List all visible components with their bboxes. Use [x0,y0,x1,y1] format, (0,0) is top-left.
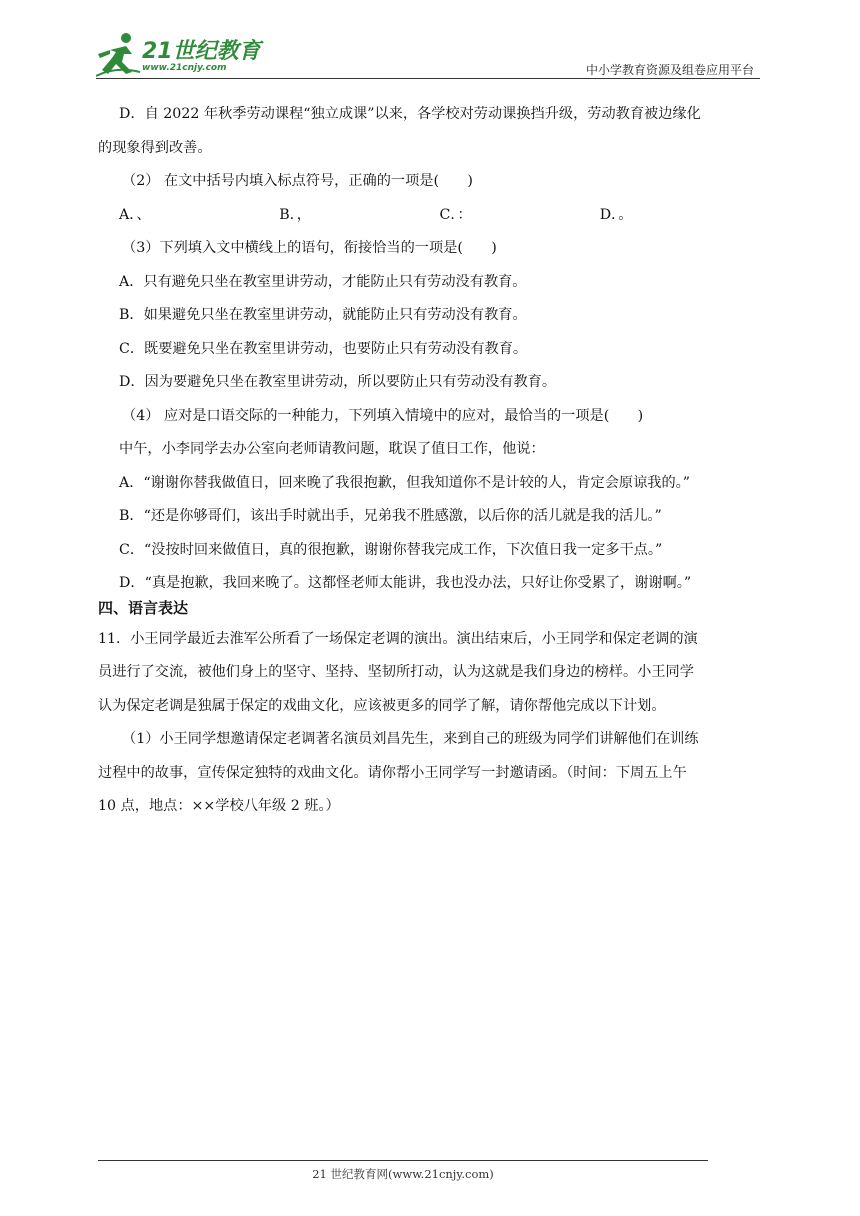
runner-icon [96,30,142,78]
q2-options [98,199,760,233]
section-heading: 四、语言表达 [98,598,189,617]
document-body [98,98,760,824]
q3-option-c: C．既要避免只坐在教室里讲劳动，也要防止只有劳动没有教育。 [119,340,528,357]
q11-line3: 认为保定老调是独属于保定的戏曲文化，应该被更多的同学了解，请你帮他完成以下计划。 [98,697,666,714]
q4-option-d: D．“真是抱歉，我回来晚了。这都怪老师太能讲，我也没办法，只好让你受累了，谢谢啊。” [119,575,692,591]
header-divider [96,78,760,79]
q3-option-d: D．因为要避免只坐在教室里讲劳动，所以要防止只有劳动没有教育。 [119,374,557,390]
logo-url: www.21cnjy.com [142,63,227,73]
q4-option-b: B．“还是你够哥们，该出手时就出手，兄弟我不胜感激，以后你的活儿就是我的活儿。” [119,508,662,524]
site-logo [96,30,266,78]
q4-context: 中午，小李同学去办公室向老师请教问题，耽误了值日工作，他说： [119,441,545,457]
q11-sub1-line3: 10 点，地点：××学校八年级 2 班。） [98,798,340,814]
platform-name: 中小学教育资源及组卷应用平台 [585,63,754,77]
q3-option-b: B．如果避免只坐在教室里讲劳动，就能防止只有劳动没有教育。 [119,307,527,323]
q2-option-c: C．： [439,206,472,223]
q2-option-d: D．。 [599,206,633,223]
page-header [96,30,760,80]
q11-line1: 11．小王同学最近去淮军公所看了一场保定老调的演出。演出结束后，小王同学和保定老调的演 [98,630,698,647]
q3-stem: （3）下列填入文中横线上的语句，衔接恰当的一项是( ) [122,240,497,256]
q3-option-a: A．只有避免只坐在教室里讲劳动，才能防止只有劳动没有教育。 [119,273,527,290]
logo-title: 21世纪教育 [142,39,261,64]
q11-sub1-line1: （1）小王同学想邀请保定老调著名演员刘昌先生，来到自己的班级为同学们讲解他们在训练 [122,731,699,747]
q2-option-b: B．， [279,206,311,223]
footer-divider [98,1160,708,1161]
q1-option-d-line1: D．自 2022 年秋季劳动课程“独立成课”以来，各学校对劳动课换挡升级，劳动教育被边缘化 [119,106,701,122]
footer-text: 21 世纪教育网(www.21cnjy.com) [312,1167,494,1181]
q4-stem: （4） 应对是口语交际的一种能力，下列填入情境中的应对，最恰当的一项是( ) [122,407,644,424]
q1-option-d-line2: 的现象得到改善。 [98,139,212,156]
q11-line2: 员进行了交流，被他们身上的坚守、坚持、坚韧所打动，认为这就是我们身边的榜样。小王同学 [98,664,694,680]
q11-sub1-line2: 过程中的故事，宣传保定独特的戏曲文化。请你帮小王同学写一封邀请函。（时间：下周五上午 [98,764,687,781]
q4-option-c: C．“没按时回来做值日，真的很抱歉，谢谢你替我完成工作，下次值日我一定多干点。” [119,541,663,558]
q2-stem: （2） 在文中括号内填入标点符号，正确的一项是( ) [122,173,473,189]
q2-option-a: A．、 [119,206,151,223]
q4-option-a: A．“谢谢你替我做值日，回来晚了我很抱歉，但我知道你不是计较的人，肯定会原谅我的。” [119,474,690,491]
